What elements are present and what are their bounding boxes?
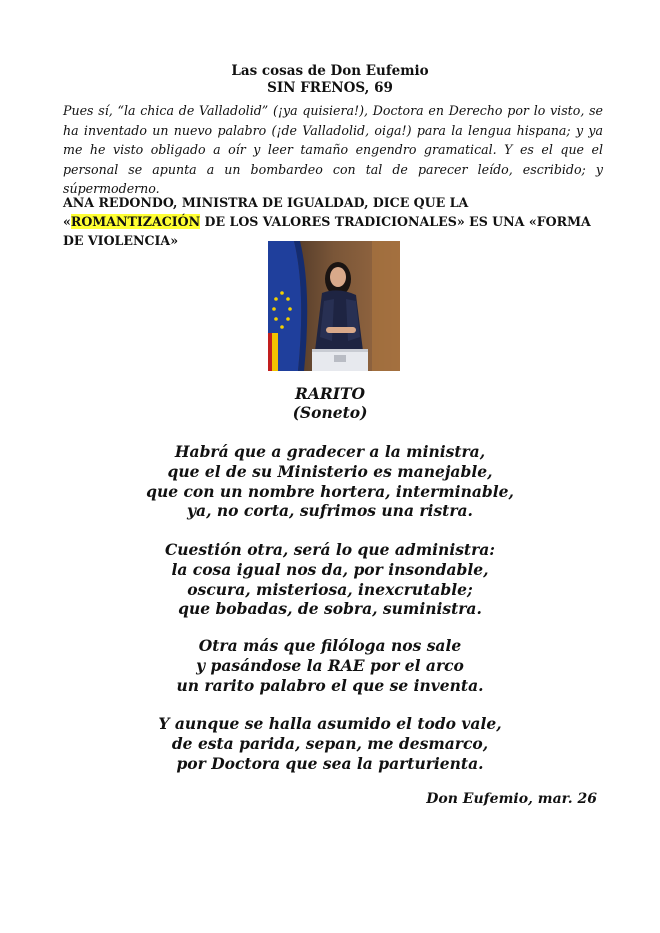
stanza <box>0 714 660 773</box>
column-issue: SIN FRENOS, 69 <box>267 80 393 96</box>
poem-line: y pasándose la RAE por el arco <box>196 655 464 675</box>
poem-subtitle: (Soneto) <box>292 403 368 422</box>
document-header <box>0 63 660 97</box>
headline-highlight: ROMANTIZACIÓN <box>70 214 201 229</box>
poem-line: que el de su Ministerio es manejable, <box>167 461 493 481</box>
intro-paragraph: Pues sí, “la chica de Valladolid” (¡ya quisiera!), Doctora en Derecho por lo visto, se ha inventado un nuevo palabro (¡de Valladolid, oiga!) para la lengua hispana; y ya me he visto obligado a oír y leer tamaño engendro gramatical. Y es el que el personal se apunta a un bombardeo con tal de parecer leído, escribido; y súpermoderno. <box>63 103 603 196</box>
poem-line: que bobadas, de sobra, suministra. <box>178 599 482 619</box>
poem-line: la cosa igual nos da, por insondable, <box>171 559 489 579</box>
poem-line: ya, no corta, sufrimos una ristra. <box>187 501 473 521</box>
headline-part-2: DE LOS VALORES TRADICIONALES» ES UNA «FORMA DE VIOLENCIA» <box>63 214 591 248</box>
minister-photo <box>268 241 400 371</box>
poem-line: Y aunque se halla asumido el todo vale, <box>158 714 502 733</box>
poem-line: que con un nombre hortera, interminable, <box>146 481 514 501</box>
column-title: Las cosas de Don Eufemio <box>231 63 429 79</box>
headline-part-1: ANA REDONDO, MINISTRA DE IGUALDAD, DICE QUE LA « <box>63 195 469 229</box>
poem-line: Cuestión otra, será lo que administra: <box>164 540 496 559</box>
stanza <box>0 540 660 619</box>
stanza <box>0 636 660 695</box>
poem-line: por Doctora que sea la parturienta. <box>176 753 484 773</box>
poem-line: oscura, misteriosa, inexcrutable; <box>187 579 473 599</box>
poem-title: RARITO <box>294 384 366 403</box>
stanza <box>0 442 660 521</box>
poem-line: un rarito palabro el que se inventa. <box>176 675 484 695</box>
poem-line: de esta parida, sepan, me desmarco, <box>171 733 489 753</box>
signature: Don Eufemio, mar. 26 <box>426 791 597 807</box>
poem-heading <box>0 384 660 422</box>
poem-line: Otra más que filóloga nos sale <box>198 636 462 655</box>
poem-line: Habrá que a gradecer a la ministra, <box>174 442 486 461</box>
minister-at-podium-photo <box>268 241 400 371</box>
